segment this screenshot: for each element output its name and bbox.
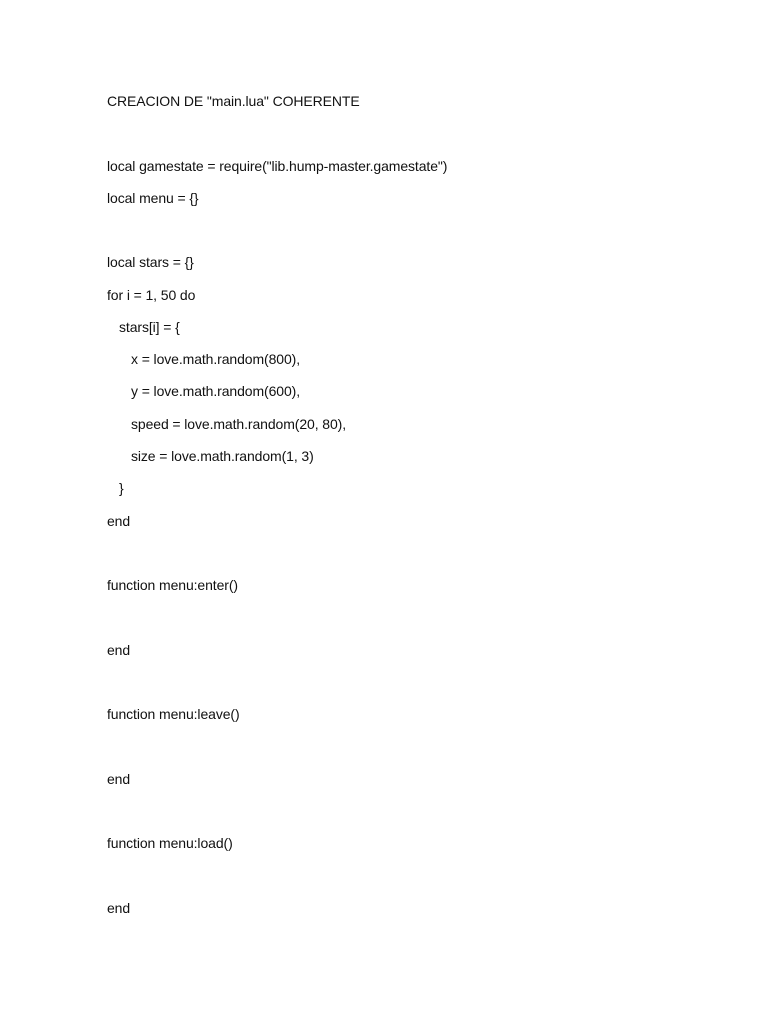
code-line: local stars = {} xyxy=(107,254,194,270)
code-line: } xyxy=(119,480,124,496)
code-line: size = love.math.random(1, 3) xyxy=(131,448,314,464)
code-line: x = love.math.random(800), xyxy=(131,351,300,367)
code-line: end xyxy=(107,771,131,787)
code-line: speed = love.math.random(20, 80), xyxy=(131,416,346,432)
code-line: local gamestate = require("lib.hump-master.gamestate") xyxy=(107,158,448,174)
document-title: CREACION DE "main.lua" COHERENTE xyxy=(107,93,360,109)
code-line: end xyxy=(107,642,131,658)
code-line: end xyxy=(107,513,131,529)
code-line: function menu:enter() xyxy=(107,577,238,593)
code-line: local menu = {} xyxy=(107,190,199,206)
code-line: y = love.math.random(600), xyxy=(131,383,300,399)
code-line: function menu:leave() xyxy=(107,706,240,722)
code-line: function menu:load() xyxy=(107,835,233,851)
code-line: for i = 1, 50 do xyxy=(107,287,196,303)
code-line: end xyxy=(107,900,131,916)
code-line: stars[i] = { xyxy=(119,319,180,335)
